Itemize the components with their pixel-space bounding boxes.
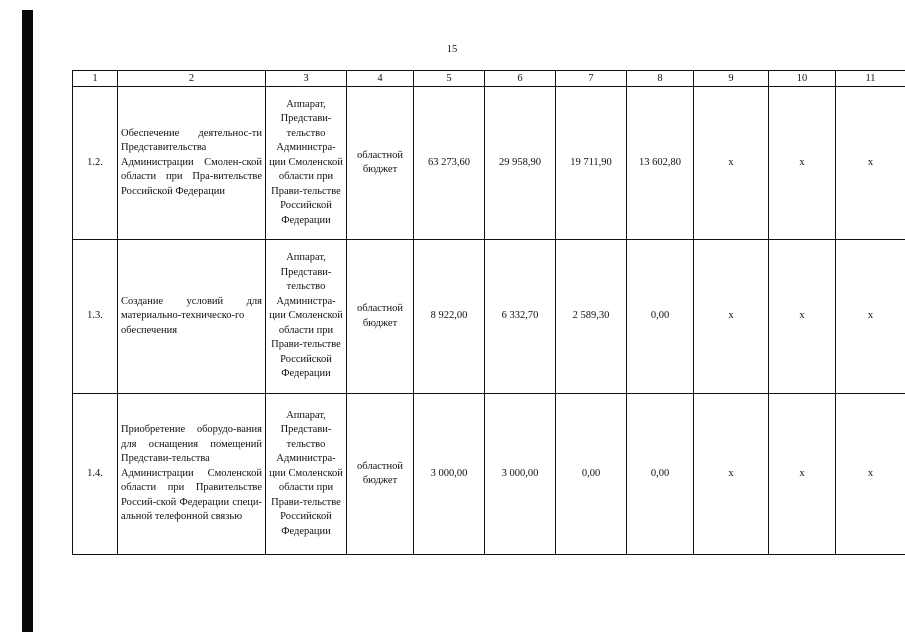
row-executor: Аппарат, Представи-тельство Администра-ции Смоленской области при Прави-тельстве Российской Федерации — [266, 87, 347, 240]
row-value-6: 6 332,70 — [485, 240, 556, 394]
row-source: областной бюджет — [347, 240, 414, 394]
row-value-9: x — [694, 394, 769, 555]
header-cell: 4 — [347, 71, 414, 87]
row-name: Обеспечение деятельнос-ти Представительства Администрации Смолен-ской области при Пра-вительстве Российской Федерации — [118, 87, 266, 240]
row-source: областной бюджет — [347, 87, 414, 240]
row-value-8: 13 602,80 — [627, 87, 694, 240]
row-value-8: 0,00 — [627, 394, 694, 555]
table-row — [73, 240, 905, 394]
header-cell: 2 — [118, 71, 266, 87]
row-value-7: 19 711,90 — [556, 87, 627, 240]
row-value-7: 0,00 — [556, 394, 627, 555]
page-number: 15 — [446, 44, 458, 55]
row-value-10: x — [769, 87, 836, 240]
row-value-11: x — [836, 240, 905, 394]
header-cell: 10 — [769, 71, 836, 87]
header-cell: 6 — [485, 71, 556, 87]
header-cell: 7 — [556, 71, 627, 87]
budget-table — [72, 70, 905, 555]
row-value-10: x — [769, 240, 836, 394]
table-row — [73, 394, 905, 555]
header-cell: 5 — [414, 71, 485, 87]
row-value-9: x — [694, 87, 769, 240]
row-value-7: 2 589,30 — [556, 240, 627, 394]
row-value-10: x — [769, 394, 836, 555]
row-value-5: 8 922,00 — [414, 240, 485, 394]
row-name: Приобретение оборудо-вания для оснащения помещений Представи-тельства Администрации Смоленской области при Правительстве Россий-ской Федерации специ-альной телефонной связью — [118, 394, 266, 555]
header-cell: 11 — [836, 71, 905, 87]
row-value-9: x — [694, 240, 769, 394]
header-cell: 8 — [627, 71, 694, 87]
header-row — [73, 71, 905, 87]
row-number: 1.3. — [73, 240, 118, 394]
row-value-11: x — [836, 394, 905, 555]
row-value-5: 3 000,00 — [414, 394, 485, 555]
row-number: 1.2. — [73, 87, 118, 240]
row-executor: Аппарат, Представи-тельство Администра-ции Смоленской области при Прави-тельстве Российской Федерации — [266, 394, 347, 555]
row-value-11: x — [836, 87, 905, 240]
row-source: областной бюджет — [347, 394, 414, 555]
row-name: Создание условий для материально-техническо-го обеспечения — [118, 240, 266, 394]
header-cell: 1 — [73, 71, 118, 87]
row-value-8: 0,00 — [627, 240, 694, 394]
row-number: 1.4. — [73, 394, 118, 555]
row-value-6: 3 000,00 — [485, 394, 556, 555]
table-row — [73, 87, 905, 240]
header-cell: 9 — [694, 71, 769, 87]
header-cell: 3 — [266, 71, 347, 87]
row-executor: Аппарат, Представи-тельство Администра-ции Смоленской области при Прави-тельстве Российской Федерации — [266, 240, 347, 394]
row-value-5: 63 273,60 — [414, 87, 485, 240]
scan-edge-bar — [22, 10, 33, 632]
row-value-6: 29 958,90 — [485, 87, 556, 240]
